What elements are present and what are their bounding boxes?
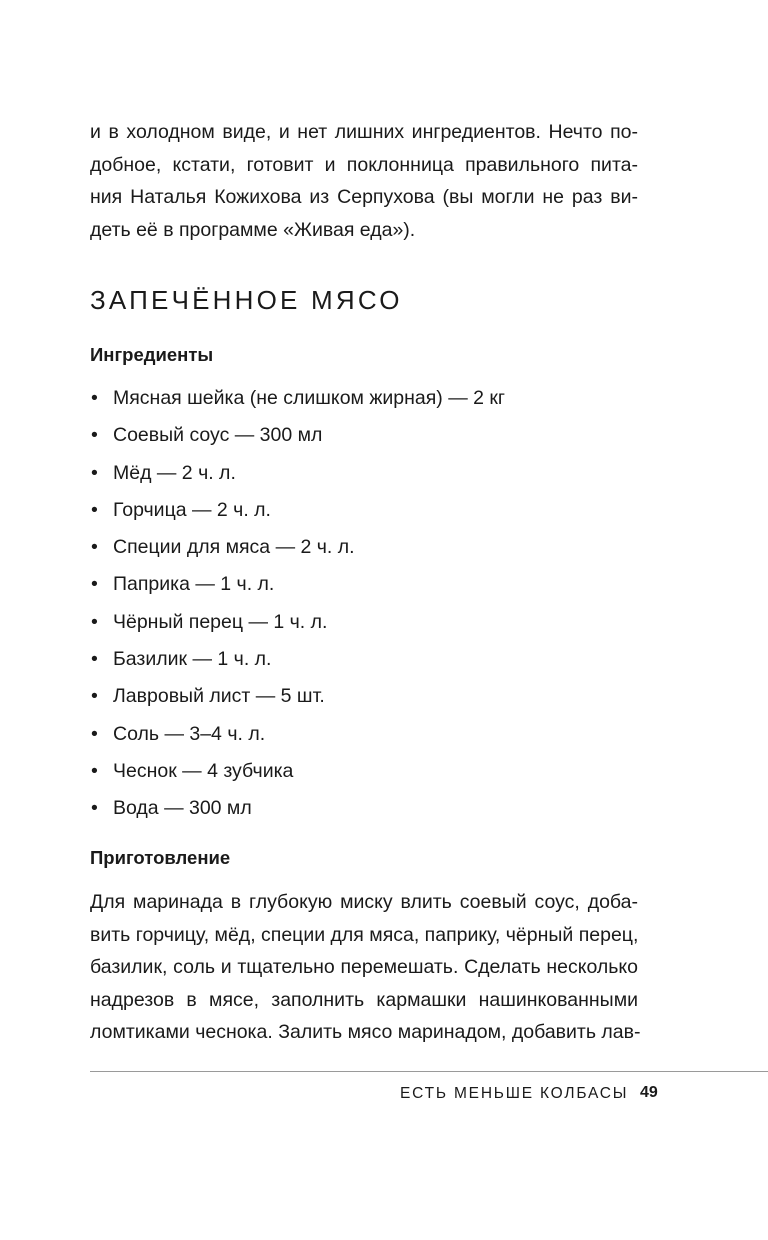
ingredient-item <box>90 721 505 758</box>
ingredient-text: Горчица — 2 ч. л. <box>113 498 271 521</box>
ingredient-item <box>90 609 505 646</box>
bullet-icon: • <box>91 536 98 559</box>
ingredient-item <box>90 460 505 497</box>
ingredient-text: Специи для мяса — 2 ч. л. <box>113 536 355 559</box>
ingredient-item <box>90 571 505 608</box>
running-title: ЕСТЬ МЕНЬШЕ КОЛБАСЫ <box>400 1085 629 1102</box>
bullet-icon: • <box>91 685 98 708</box>
bullet-icon: • <box>91 610 98 633</box>
ingredient-item <box>90 497 505 534</box>
bullet-icon: • <box>91 797 98 820</box>
ingredient-item <box>90 683 505 720</box>
ingredient-text: Мясная шейка (не слишком жирная) — 2 кг <box>113 387 506 409</box>
preparation-paragraph <box>90 886 641 1049</box>
bullet-icon: • <box>91 498 98 521</box>
ingredient-text: Паприка — 1 ч. л. <box>113 573 275 596</box>
bullet-icon: • <box>91 387 98 409</box>
bullet-icon: • <box>91 759 98 782</box>
ingredient-text: Чёрный перец — 1 ч. л. <box>113 610 328 633</box>
text-line: и в холодном виде, и нет лишних ингредиентов. Нечто по- <box>90 121 638 143</box>
ingredient-text: Чеснок — 4 зубчика <box>113 759 294 782</box>
text-line: Для маринада в глубокую миску влить соевый соус, доба- <box>90 891 638 913</box>
ingredient-text: Лавровый лист — 5 шт. <box>113 685 325 708</box>
ingredients-list <box>90 385 505 833</box>
bullet-icon: • <box>91 461 98 484</box>
bullet-icon: • <box>91 722 98 745</box>
text-line: деть её в программе «Живая еда»). <box>90 218 416 241</box>
intro-paragraph <box>90 116 638 246</box>
ingredient-text: Соевый соус — 300 мл <box>113 424 323 447</box>
bullet-icon: • <box>91 424 98 447</box>
text-line: надрезов в мясе, заполнить кармашки нашинкованными <box>90 988 638 1011</box>
footer-divider <box>90 1071 768 1072</box>
preparation-heading: Приготовление <box>90 847 231 868</box>
bullet-icon: • <box>91 648 98 671</box>
recipe-title: ЗАПЕЧЁННОЕ МЯСО <box>90 285 403 315</box>
ingredient-item <box>90 758 505 795</box>
ingredient-item <box>90 534 505 571</box>
ingredient-text: Вода — 300 мл <box>113 797 252 820</box>
ingredient-text: Базилик — 1 ч. л. <box>113 648 272 671</box>
ingredient-text: Мёд — 2 ч. л. <box>113 461 236 484</box>
ingredient-text: Соль — 3–4 ч. л. <box>113 722 266 745</box>
text-line: базилик, соль и тщательно перемешать. Сделать несколько <box>90 956 638 978</box>
ingredient-item <box>90 385 505 422</box>
text-line: добное, кстати, готовит и поклонница правильного пита- <box>90 153 638 176</box>
text-line: вить горчицу, мёд, специи для мяса, паприку, чёрный перец, <box>90 923 639 946</box>
ingredient-item <box>90 646 505 683</box>
text-line: ния Наталья Кожихова из Серпухова (вы могли не раз ви- <box>90 186 638 208</box>
ingredient-item <box>90 422 505 459</box>
page-number: 49 <box>640 1084 658 1101</box>
ingredients-heading: Ингредиенты <box>90 344 214 365</box>
bullet-icon: • <box>91 573 98 596</box>
ingredient-item <box>90 795 505 832</box>
text-line: ломтиками чеснока. Залить мясо маринадом, добавить лав- <box>90 1021 641 1043</box>
